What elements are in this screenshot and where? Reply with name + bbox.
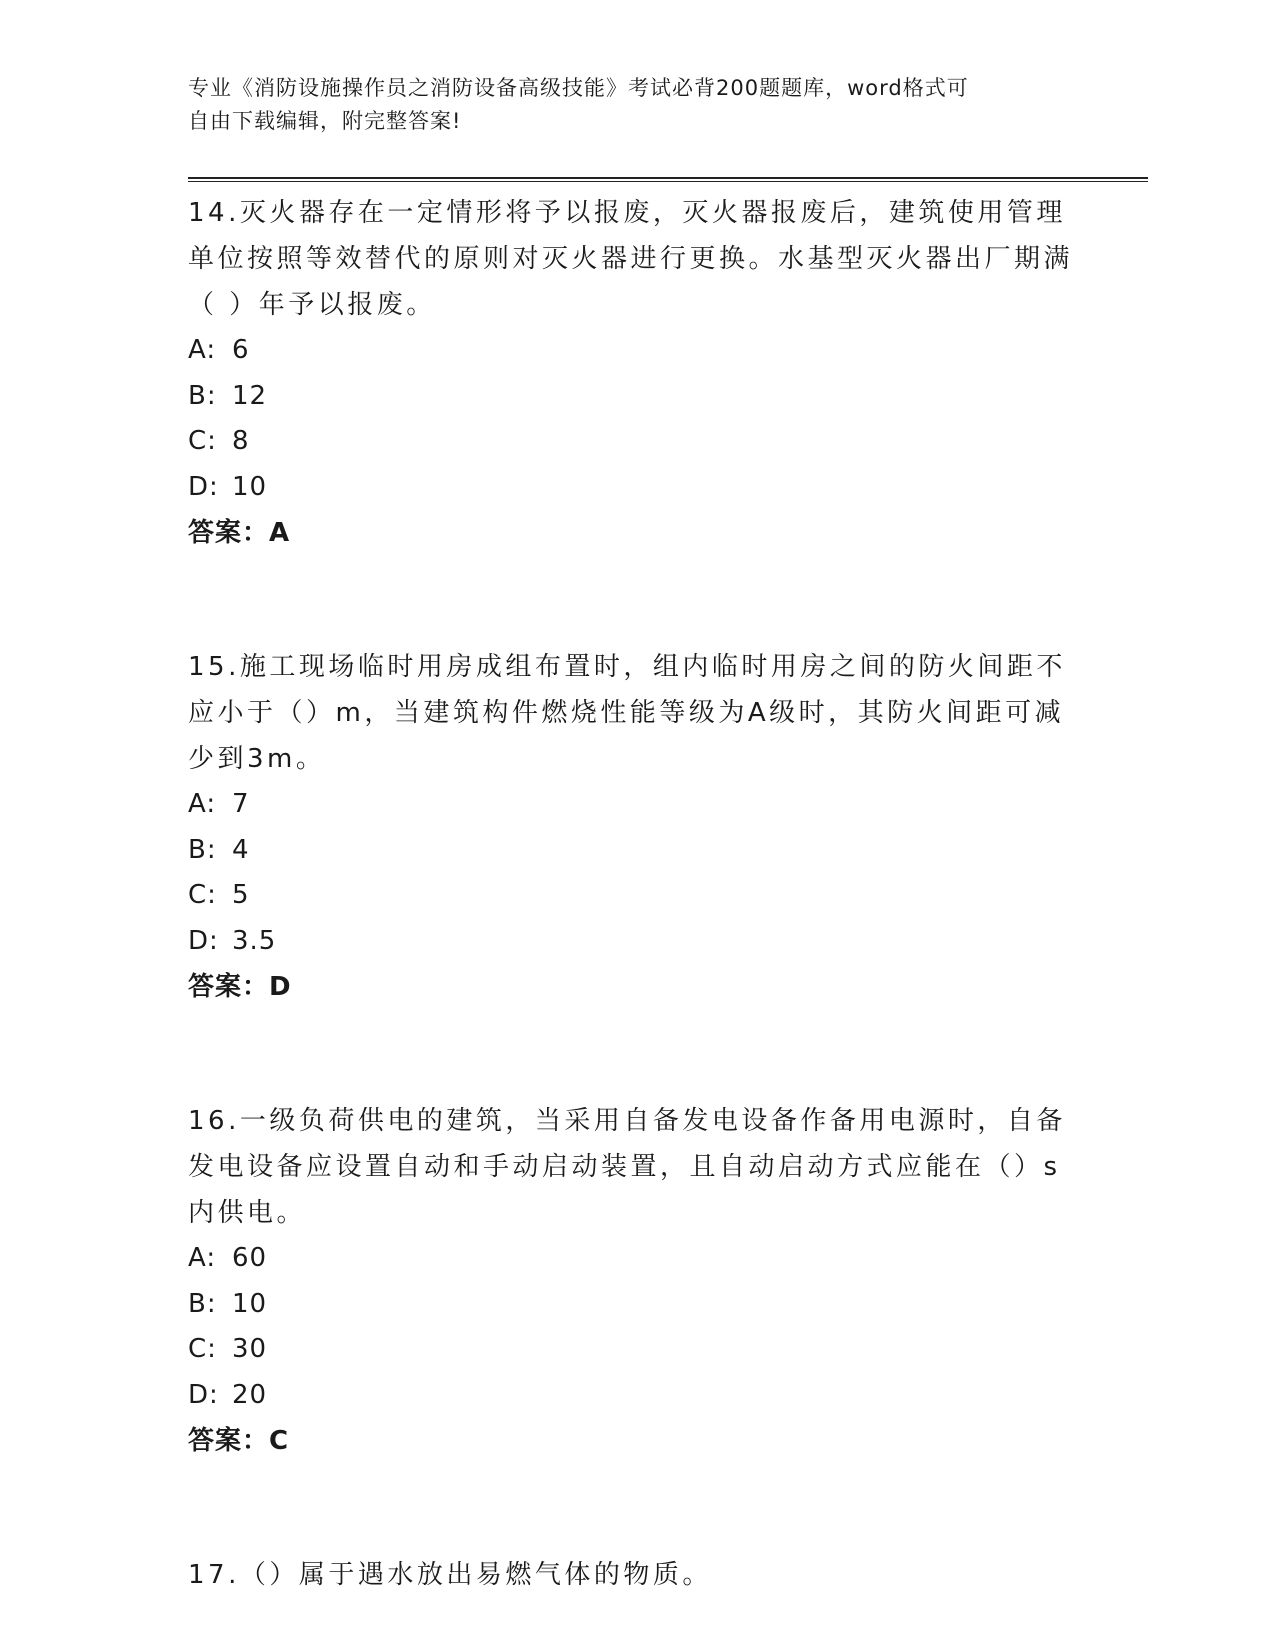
option-d: [188, 919, 1088, 965]
answer-value: A: [269, 518, 291, 548]
option-label: C:: [188, 880, 217, 910]
option-value: 30: [232, 1334, 268, 1364]
option-c: [188, 419, 1088, 465]
option-value: 6: [232, 335, 250, 365]
question-text: 15.施工现场临时用房成组布置时，组内临时用房之间的防火间距不应小于（）m，当建筑构件燃烧性能等级为A级时，其防火间距可减少到3m。: [188, 652, 1066, 774]
option-value: 5: [232, 880, 250, 910]
option-a: [188, 782, 1088, 828]
option-b: [188, 1282, 1088, 1328]
document-header: [188, 72, 1068, 138]
question-14: [188, 190, 1088, 556]
option-label: A:: [188, 335, 217, 365]
question-list: [188, 190, 1088, 1598]
option-d: [188, 1373, 1088, 1419]
option-label: D:: [188, 471, 219, 502]
answer-label: 答案：: [188, 972, 270, 1002]
question-spacer: [188, 1464, 1088, 1552]
option-label: C:: [188, 426, 217, 456]
option-value: 8: [232, 426, 250, 456]
option-a: [188, 328, 1088, 374]
answer-label: 答案：: [188, 1426, 270, 1456]
option-value: 10: [232, 471, 268, 502]
option-value: 3.5: [232, 925, 277, 956]
question-spacer: [188, 556, 1088, 644]
option-value: 20: [232, 1379, 268, 1410]
option-value: 7: [232, 789, 250, 819]
option-c: [188, 873, 1088, 919]
header-line-1: 专业《消防设施操作员之消防设备高级技能》考试必背200题题库，word格式可: [188, 76, 969, 100]
option-label: D:: [188, 1379, 219, 1410]
option-label: B:: [188, 1288, 217, 1319]
option-value: 60: [232, 1243, 268, 1273]
option-b: [188, 374, 1088, 420]
header-line-2: 自由下载编辑，附完整答案!: [188, 109, 462, 133]
option-c: [188, 1327, 1088, 1373]
option-label: B:: [188, 380, 217, 411]
question-17: [188, 1552, 1088, 1598]
option-label: B:: [188, 834, 217, 865]
question-text: 14.灭火器存在一定情形将予以报废，灭火器报废后，建筑使用管理单位按照等效替代的原则对灭火器进行更换。水基型灭火器出厂期满（ ）年予以报废。: [188, 198, 1074, 320]
answer-label: 答案：: [188, 518, 270, 548]
option-label: A:: [188, 789, 217, 819]
answer-line: [188, 510, 1088, 556]
question-text: 17.（）属于遇水放出易燃气体的物质。: [188, 1560, 712, 1590]
answer-value: D: [269, 972, 292, 1002]
option-b: [188, 828, 1088, 874]
option-value: 4: [232, 834, 250, 865]
option-label: D:: [188, 925, 219, 956]
question-15: [188, 644, 1088, 1010]
header-divider: [188, 177, 1148, 182]
option-a: [188, 1236, 1088, 1282]
option-label: A:: [188, 1243, 217, 1273]
question-16: [188, 1098, 1088, 1464]
question-text: 16.一级负荷供电的建筑，当采用自备发电设备作备用电源时，自备发电设备应设置自动和手动启动装置，且自动启动方式应能在（）s内供电。: [188, 1106, 1066, 1228]
answer-line: [188, 964, 1088, 1010]
option-label: C:: [188, 1334, 217, 1364]
option-d: [188, 465, 1088, 511]
question-spacer: [188, 1010, 1088, 1098]
answer-value: C: [269, 1426, 290, 1456]
option-value: 12: [232, 380, 268, 411]
option-value: 10: [232, 1288, 268, 1319]
answer-line: [188, 1418, 1088, 1464]
